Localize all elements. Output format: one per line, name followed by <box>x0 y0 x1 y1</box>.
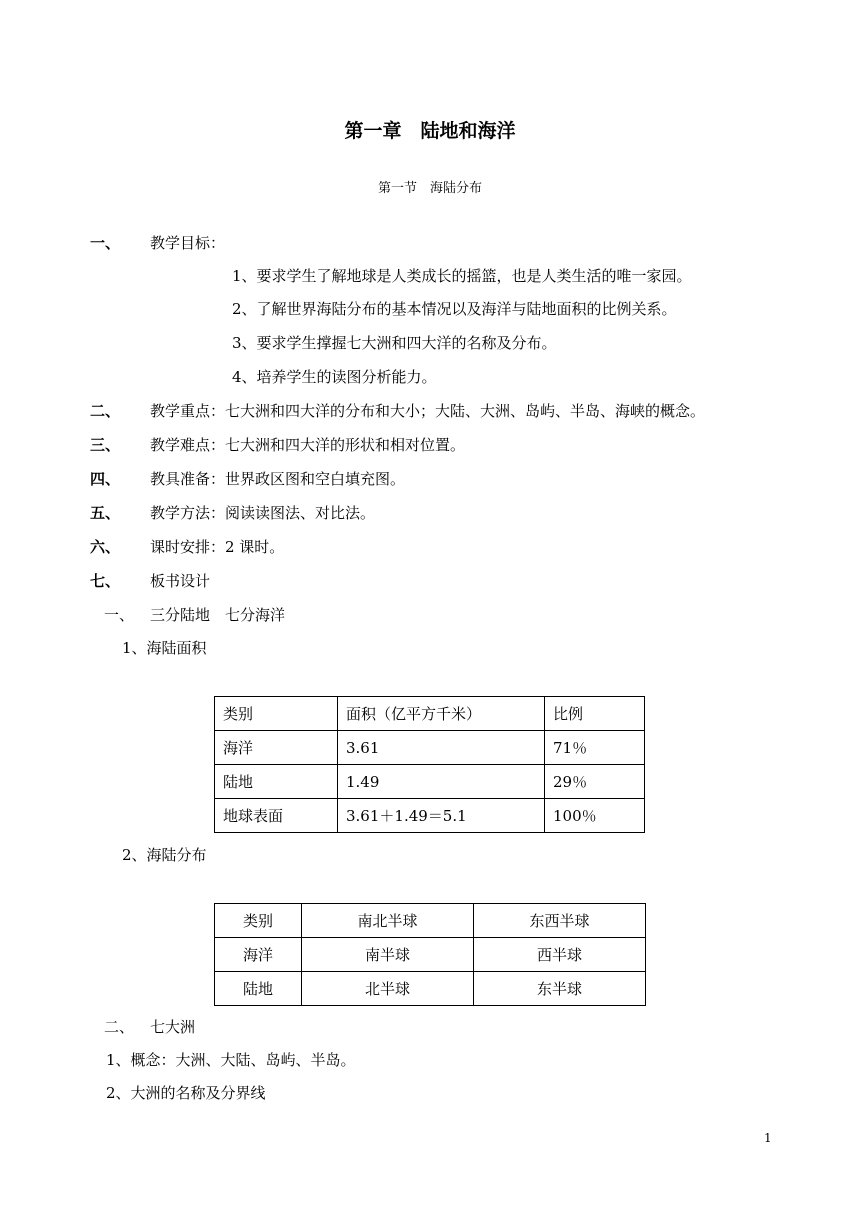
section-text-7: 板书设计 <box>150 572 211 590</box>
table-cell: 海洋 <box>215 938 302 972</box>
table-row <box>215 799 645 833</box>
table-cell: 海洋 <box>215 731 338 765</box>
table-cell: 29％ <box>545 765 645 799</box>
table-cell: 1.49 <box>338 765 545 799</box>
board-item-1: 1、海陆面积 <box>122 639 207 657</box>
section-text-4: 教具准备：世界政区图和空白填充图。 <box>150 470 406 488</box>
table-cell: 100％ <box>545 799 645 833</box>
table-row <box>215 731 645 765</box>
section-number-3: 三、 <box>90 436 121 454</box>
board-part-number-2: 二、 <box>104 1018 135 1036</box>
table-cell: 陆地 <box>215 765 338 799</box>
table-cell: 东半球 <box>474 972 646 1006</box>
goal-item: 4、培养学生的读图分析能力。 <box>232 368 437 386</box>
section-number-1: 一、 <box>90 234 121 252</box>
section-text-6: 课时安排：2 课时。 <box>150 538 285 556</box>
table-row <box>215 904 646 938</box>
table-cell: 南半球 <box>302 938 474 972</box>
table-cell: 西半球 <box>474 938 646 972</box>
section-number-7: 七、 <box>90 572 121 590</box>
table-header-cell: 类别 <box>215 904 302 938</box>
board-part-number-1: 一、 <box>104 606 135 624</box>
goal-item: 3、要求学生撑握七大洲和四大洋的名称及分布。 <box>232 334 557 352</box>
section-number-2: 二、 <box>90 402 121 420</box>
table-header-cell: 面积（亿平方千米） <box>338 697 545 731</box>
table-cell: 地球表面 <box>215 799 338 833</box>
table-header-cell: 东西半球 <box>474 904 646 938</box>
table-header-cell: 南北半球 <box>302 904 474 938</box>
board-item-3: 1、概念：大洲、大陆、岛屿、半岛。 <box>106 1051 356 1069</box>
section-subtitle: 第一节 海陆分布 <box>377 181 482 196</box>
table-header-cell: 比例 <box>545 697 645 731</box>
page-title: 第一章 陆地和海洋 <box>344 120 516 142</box>
table-row <box>215 765 645 799</box>
table-row <box>215 938 646 972</box>
goal-item: 1、要求学生了解地球是人类成长的摇篮，也是人类生活的唯一家园。 <box>232 267 692 285</box>
board-item-4: 2、大洲的名称及分界线 <box>106 1084 266 1102</box>
sea-land-distribution-table <box>214 903 646 1006</box>
goal-item: 2、了解世界海陆分布的基本情况以及海洋与陆地面积的比例关系。 <box>232 300 677 318</box>
section-number-4: 四、 <box>90 470 121 488</box>
table-row <box>215 972 646 1006</box>
section-text-1: 教学目标： <box>150 234 226 252</box>
page-number: 1 <box>764 1131 772 1145</box>
table-cell: 3.61 <box>338 731 545 765</box>
section-text-5: 教学方法：阅读读图法、对比法。 <box>150 504 376 522</box>
section-text-3: 教学难点：七大洲和四大洋的形状和相对位置。 <box>150 436 466 454</box>
table-header-cell: 类别 <box>215 697 338 731</box>
sea-land-area-table <box>214 696 645 833</box>
section-number-5: 五、 <box>90 504 121 522</box>
board-item-2: 2、海陆分布 <box>122 846 207 864</box>
section-number-6: 六、 <box>90 538 121 556</box>
table-cell: 北半球 <box>302 972 474 1006</box>
table-cell: 3.61＋1.49＝5.1 <box>338 799 545 833</box>
board-part-text-2: 七大洲 <box>150 1018 196 1036</box>
table-cell: 71％ <box>545 731 645 765</box>
board-part-text-1: 三分陆地 七分海洋 <box>150 606 286 624</box>
table-row <box>215 697 645 731</box>
table-cell: 陆地 <box>215 972 302 1006</box>
section-text-2: 教学重点：七大洲和四大洋的分布和大小；大陆、大洲、岛屿、半岛、海峡的概念。 <box>150 402 706 420</box>
